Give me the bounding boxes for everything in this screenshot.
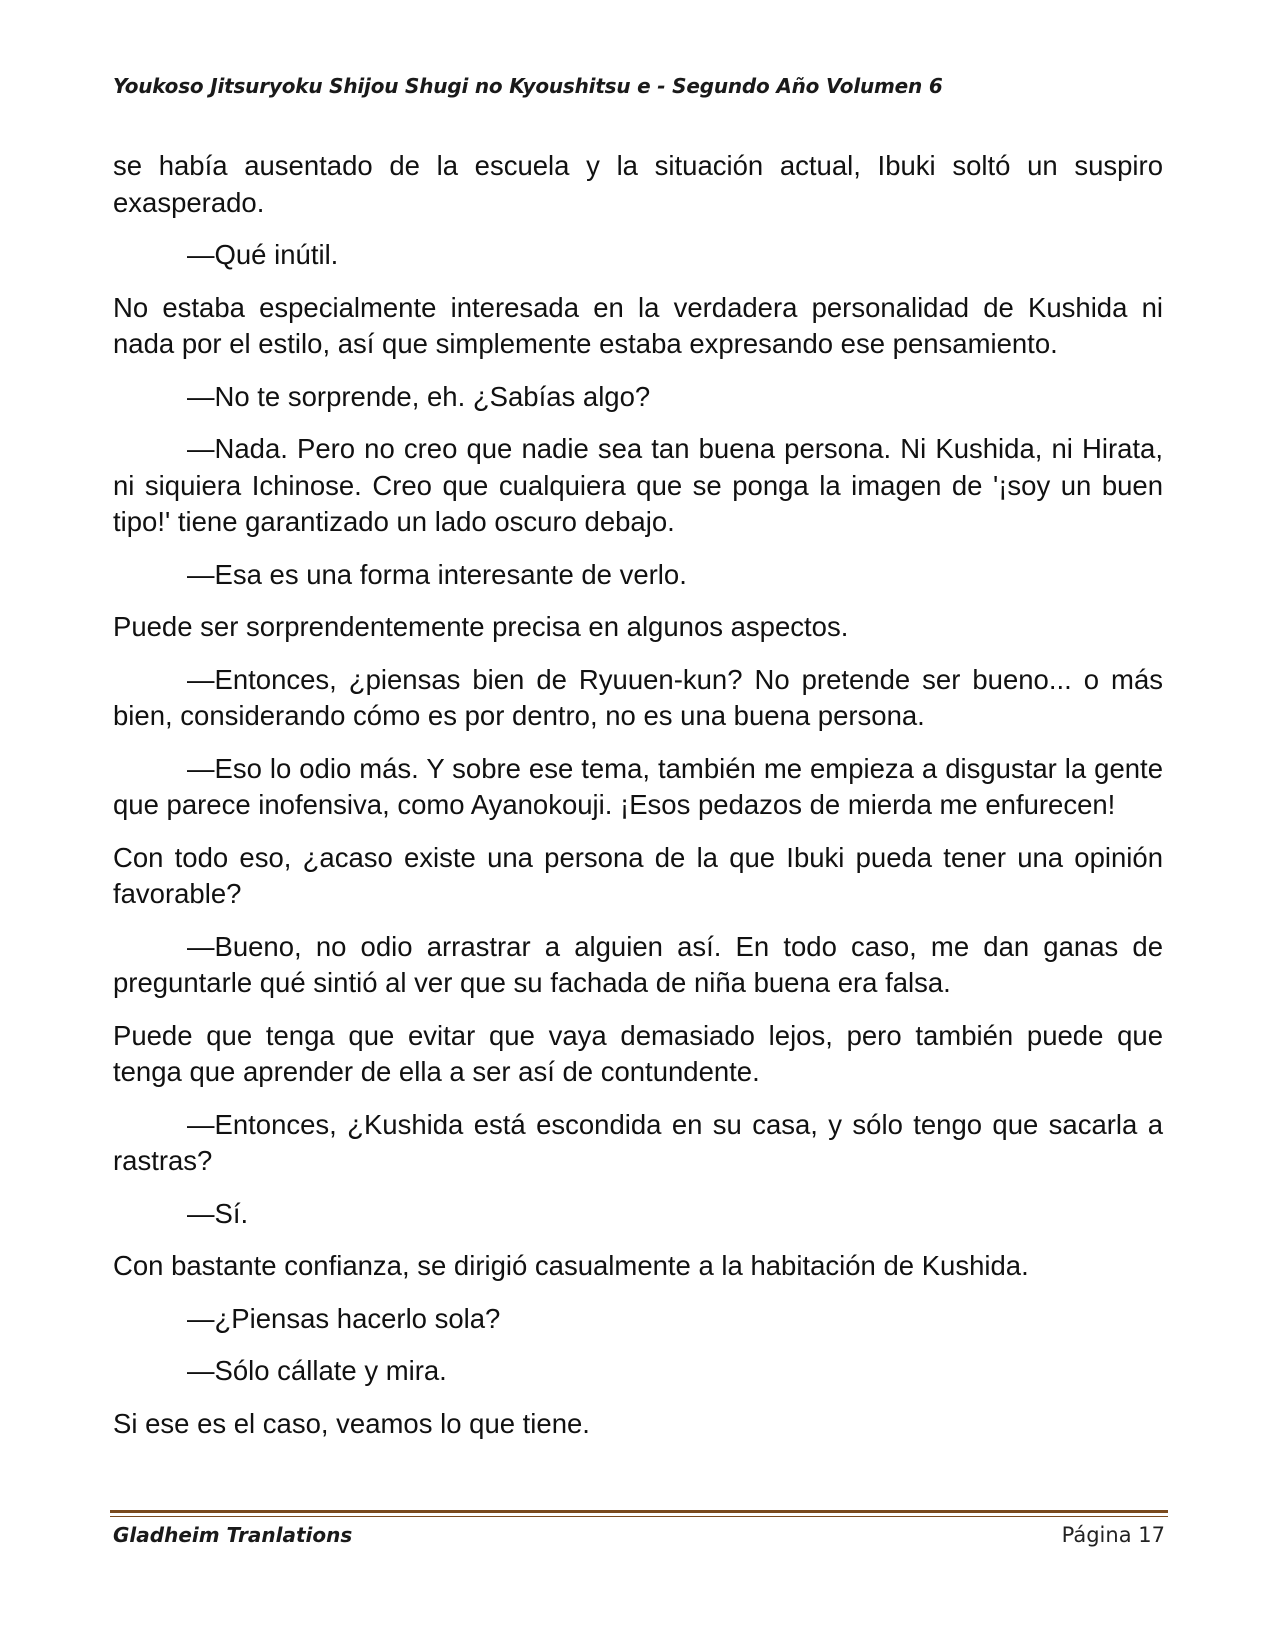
page-number-label — [1062, 1523, 1165, 1547]
paragraph-dialogue: —Entonces, ¿piensas bien de Ryuuen-kun? No pretende ser bueno... o más bien, considerando cómo es por dentro, no es una buena persona. — [113, 663, 1163, 731]
paragraph-narration: se había ausentado de la escuela y la situación actual, Ibuki soltó un suspiro exasperado. — [113, 150, 1163, 218]
paragraph-narration: Si ese es el caso, veamos lo que tiene. — [113, 1407, 590, 1439]
page-body — [113, 148, 1163, 1458]
page-number: 17 — [1138, 1523, 1165, 1547]
paragraph-dialogue: —Nada. Pero no creo que nadie sea tan buena persona. Ni Kushida, ni Hirata, ni siquiera Ichinose. Creo que cualquiera que se ponga la imagen de '¡soy un buen tipo!' tiene garantizado un lado oscuro debajo. — [113, 433, 1163, 537]
footer-divider-thin — [110, 1516, 1168, 1517]
paragraph-dialogue: —Sólo cállate y mira. — [187, 1355, 447, 1386]
paragraph-dialogue: —Sí. — [187, 1197, 249, 1229]
paragraph-dialogue: —Esa es una forma interesante de verlo. — [187, 558, 687, 590]
paragraph-dialogue: —Eso lo odio más. Y sobre ese tema, también me empieza a disgustar la gente que parece inofensiva, como Ayanokouji. ¡Esos pedazos de mierda me enfurecen! — [113, 752, 1163, 820]
paragraph-dialogue: —¿Piensas hacerlo sola? — [187, 1302, 501, 1334]
paragraph-dialogue: —Qué inútil. — [187, 239, 339, 270]
paragraph-dialogue: —No te sorprende, eh. ¿Sabías algo? — [187, 380, 651, 412]
paragraph-dialogue: —Entonces, ¿Kushida está escondida en su casa, y sólo tengo que sacarla a rastras? — [113, 1108, 1163, 1176]
paragraph-narration: Puede ser sorprendentemente precisa en algunos aspectos. — [113, 611, 849, 642]
running-header: Youkoso Jitsuryoku Shijou Shugi no Kyoushitsu e - Segundo Año Volumen 6 — [113, 74, 943, 98]
footer-divider — [110, 1510, 1168, 1513]
translator-credit: Gladheim Tranlations — [113, 1523, 353, 1547]
paragraph-narration: Con todo eso, ¿acaso existe una persona de la que Ibuki pueda tener una opinión favorable? — [113, 841, 1163, 909]
paragraph-narration: Puede que tenga que evitar que vaya demasiado lejos, pero también puede que tenga que aprender de ella a ser así de contundente. — [113, 1019, 1163, 1087]
paragraph-dialogue: —Bueno, no odio arrastrar a alguien así. En todo caso, me dan ganas de preguntarle qué sintió al ver que su fachada de niña buena era falsa. — [113, 930, 1163, 998]
page-label: Página — [1061, 1523, 1132, 1547]
paragraph-narration: Con bastante confianza, se dirigió casualmente a la habitación de Kushida. — [113, 1250, 1029, 1281]
paragraph-narration: No estaba especialmente interesada en la verdadera personalidad de Kushida ni nada por el estilo, así que simplemente estaba expresando ese pensamiento. — [113, 291, 1163, 359]
